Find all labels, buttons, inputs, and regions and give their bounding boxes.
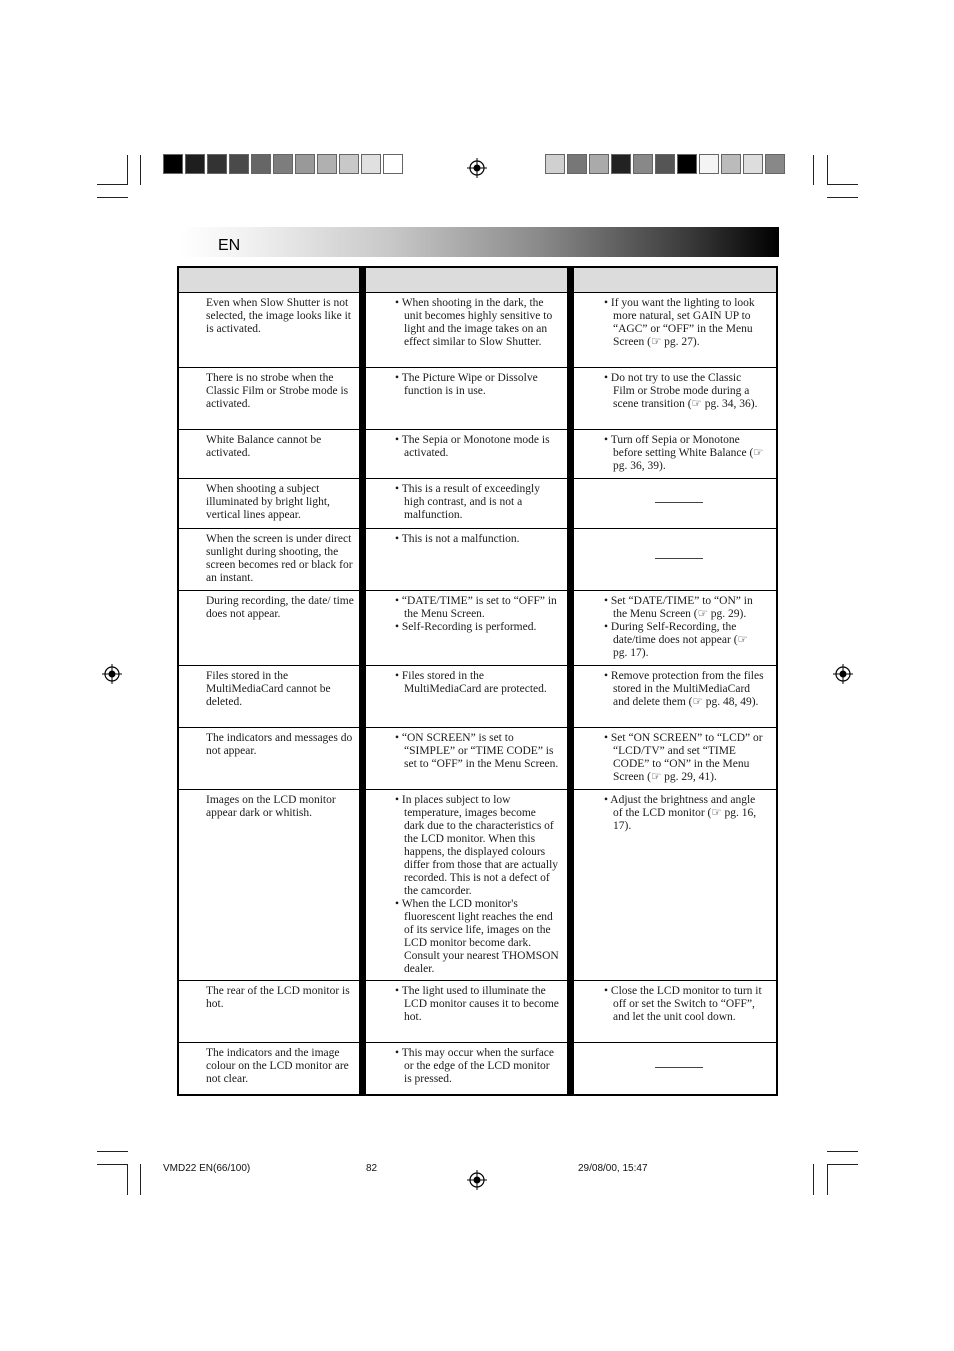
row-divider <box>179 367 776 368</box>
empty-action-dash <box>655 1067 703 1068</box>
registration-target-icon <box>833 664 853 684</box>
row-divider <box>179 1042 776 1043</box>
action-item: • Remove protection from the files stored in the MultiMediaCard and delete them (☞ pg. 48, 49). <box>604 670 764 708</box>
crop-mark <box>827 184 858 185</box>
language-label: EN <box>218 237 241 254</box>
cause-cell <box>395 372 559 398</box>
cause-item: • “DATE/TIME” is set to “OFF” in the Menu Screen. <box>395 595 557 620</box>
cause-item: • “ON SCREEN” is set to “SIMPLE” or “TIME CODE” is set to “OFF” in the Menu Screen. <box>395 732 559 770</box>
crop-mark <box>127 1164 128 1195</box>
color-calibration-bar-right <box>545 154 787 176</box>
symptom-cell: Files stored in the MultiMediaCard cannot be deleted. <box>206 670 331 708</box>
cause-item: • Files stored in the MultiMediaCard are protected. <box>395 670 547 695</box>
column-divider <box>359 268 366 1094</box>
crop-mark <box>97 1151 128 1152</box>
color-calibration-bar-left <box>163 154 405 176</box>
crop-mark <box>827 155 828 185</box>
row-divider <box>179 429 776 430</box>
crop-mark <box>140 1164 141 1195</box>
row-divider <box>179 590 776 591</box>
registration-target-icon <box>467 158 487 178</box>
symptom-cell: White Balance cannot be activated. <box>206 434 322 459</box>
table-header-cell <box>574 268 776 292</box>
cause-item: • The Picture Wipe or Dissolve function is in use. <box>395 372 538 397</box>
row-divider <box>179 980 776 981</box>
symptom-cell: During recording, the date/ time does not appear. <box>206 595 354 620</box>
cause-item: • This is not a malfunction. <box>395 533 520 545</box>
action-cell <box>604 595 764 660</box>
cause-item: • Self-Recording is performed. <box>395 621 537 633</box>
action-item: • Set “DATE/TIME” to “ON” in the Menu Screen (☞ pg. 29). <box>604 595 753 620</box>
crop-mark <box>813 155 814 185</box>
cause-cell <box>395 434 559 460</box>
cause-item: • The light used to illuminate the LCD monitor causes it to become hot. <box>395 985 559 1023</box>
action-item: • Do not try to use the Classic Film or Strobe mode during a scene transition (☞ pg. 34, 36). <box>604 372 758 410</box>
column-divider <box>567 268 574 1094</box>
cause-cell <box>395 297 559 349</box>
registration-target-icon <box>467 1170 487 1190</box>
cause-cell <box>395 1047 559 1086</box>
cause-cell <box>395 732 559 771</box>
crop-mark <box>827 1164 858 1165</box>
cause-cell <box>395 595 559 634</box>
cause-item: • This is a result of exceedingly high contrast, and is not a malfunction. <box>395 483 540 521</box>
crop-mark <box>827 1151 858 1152</box>
action-item: • Close the LCD monitor to turn it off or set the Switch to “OFF”, and let the unit cool down. <box>604 985 762 1023</box>
crop-mark <box>97 197 128 198</box>
cause-item: • When the LCD monitor's fluorescent light reaches the end of its service life, images on the LCD monitor become dark. Consult your nearest THOMSON dealer. <box>395 898 559 975</box>
action-item: • Turn off Sepia or Monotone before setting White Balance (☞ pg. 36, 39). <box>604 434 764 472</box>
action-cell <box>604 732 764 784</box>
action-cell <box>604 985 764 1024</box>
action-item: • Adjust the brightness and angle of the LCD monitor (☞ pg. 16, 17). <box>604 794 757 832</box>
table-header-cell <box>179 268 360 292</box>
cause-cell <box>395 670 559 696</box>
cause-cell <box>395 794 559 976</box>
crop-mark <box>97 184 128 185</box>
empty-action-dash <box>655 502 703 503</box>
action-cell <box>604 434 764 473</box>
action-item: • Set “ON SCREEN” to “LCD” or “LCD/TV” and set “TIME CODE” to “ON” in the Menu Screen (☞ pg. 29, 41). <box>604 732 763 783</box>
symptom-cell: When the screen is under direct sunlight during shooting, the screen becomes red or black for an instant. <box>206 533 353 584</box>
row-divider <box>179 665 776 666</box>
registration-target-icon <box>102 664 122 684</box>
row-divider <box>179 789 776 790</box>
symptom-cell: When shooting a subject illuminated by bright light, vertical lines appear. <box>206 483 330 521</box>
table-header-cell <box>366 268 568 292</box>
symptom-cell: Images on the LCD monitor appear dark or whitish. <box>206 794 336 819</box>
cause-item: • When shooting in the dark, the unit becomes highly sensitive to light and the image takes on an effect similar to Slow Shutter. <box>395 297 553 348</box>
action-cell <box>604 297 764 349</box>
empty-action-dash <box>655 558 703 559</box>
row-divider <box>179 478 776 479</box>
action-item: • If you want the lighting to look more natural, set GAIN UP to “AGC” or “OFF” in the Menu Screen (☞ pg. 27). <box>604 297 755 348</box>
crop-mark <box>827 1164 828 1195</box>
symptom-cell: The indicators and messages do not appear. <box>206 732 353 757</box>
symptom-cell: There is no strobe when the Classic Film or Strobe mode is activated. <box>206 372 349 410</box>
symptom-cell: The indicators and the image colour on the LCD monitor are not clear. <box>206 1047 349 1085</box>
crop-mark <box>827 197 858 198</box>
action-cell <box>604 670 764 709</box>
crop-mark <box>97 1164 128 1165</box>
crop-mark <box>127 155 128 185</box>
cause-item: • The Sepia or Monotone mode is activated. <box>395 434 550 459</box>
cause-cell <box>395 533 559 546</box>
action-cell <box>604 794 764 833</box>
symptom-cell: The rear of the LCD monitor is hot. <box>206 985 350 1010</box>
action-cell <box>604 372 764 411</box>
crop-mark <box>140 155 141 185</box>
row-divider <box>179 727 776 728</box>
cause-cell <box>395 985 559 1024</box>
footer-file-id: VMD22 EN(66/100) <box>163 1163 251 1174</box>
cause-cell <box>395 483 559 522</box>
header-divider <box>179 292 776 293</box>
action-item: • During Self-Recording, the date/time does not appear (☞ pg. 17). <box>604 621 748 659</box>
cause-item: • In places subject to low temperature, images become dark due to the characteristics of the LCD monitor. When this happens, the displayed colours differ from those that are actually recorded. This is not a defect of the camcorder. <box>395 794 559 897</box>
crop-mark <box>813 1164 814 1195</box>
row-divider <box>179 528 776 529</box>
cause-item: • This may occur when the surface or the edge of the LCD monitor is pressed. <box>395 1047 555 1085</box>
footer-page-number: 82 <box>366 1163 378 1174</box>
symptom-cell: Even when Slow Shutter is not selected, the image looks like it is activated. <box>206 297 351 335</box>
section-header-band <box>180 227 779 257</box>
footer-timestamp: 29/08/00, 15:47 <box>578 1163 648 1174</box>
